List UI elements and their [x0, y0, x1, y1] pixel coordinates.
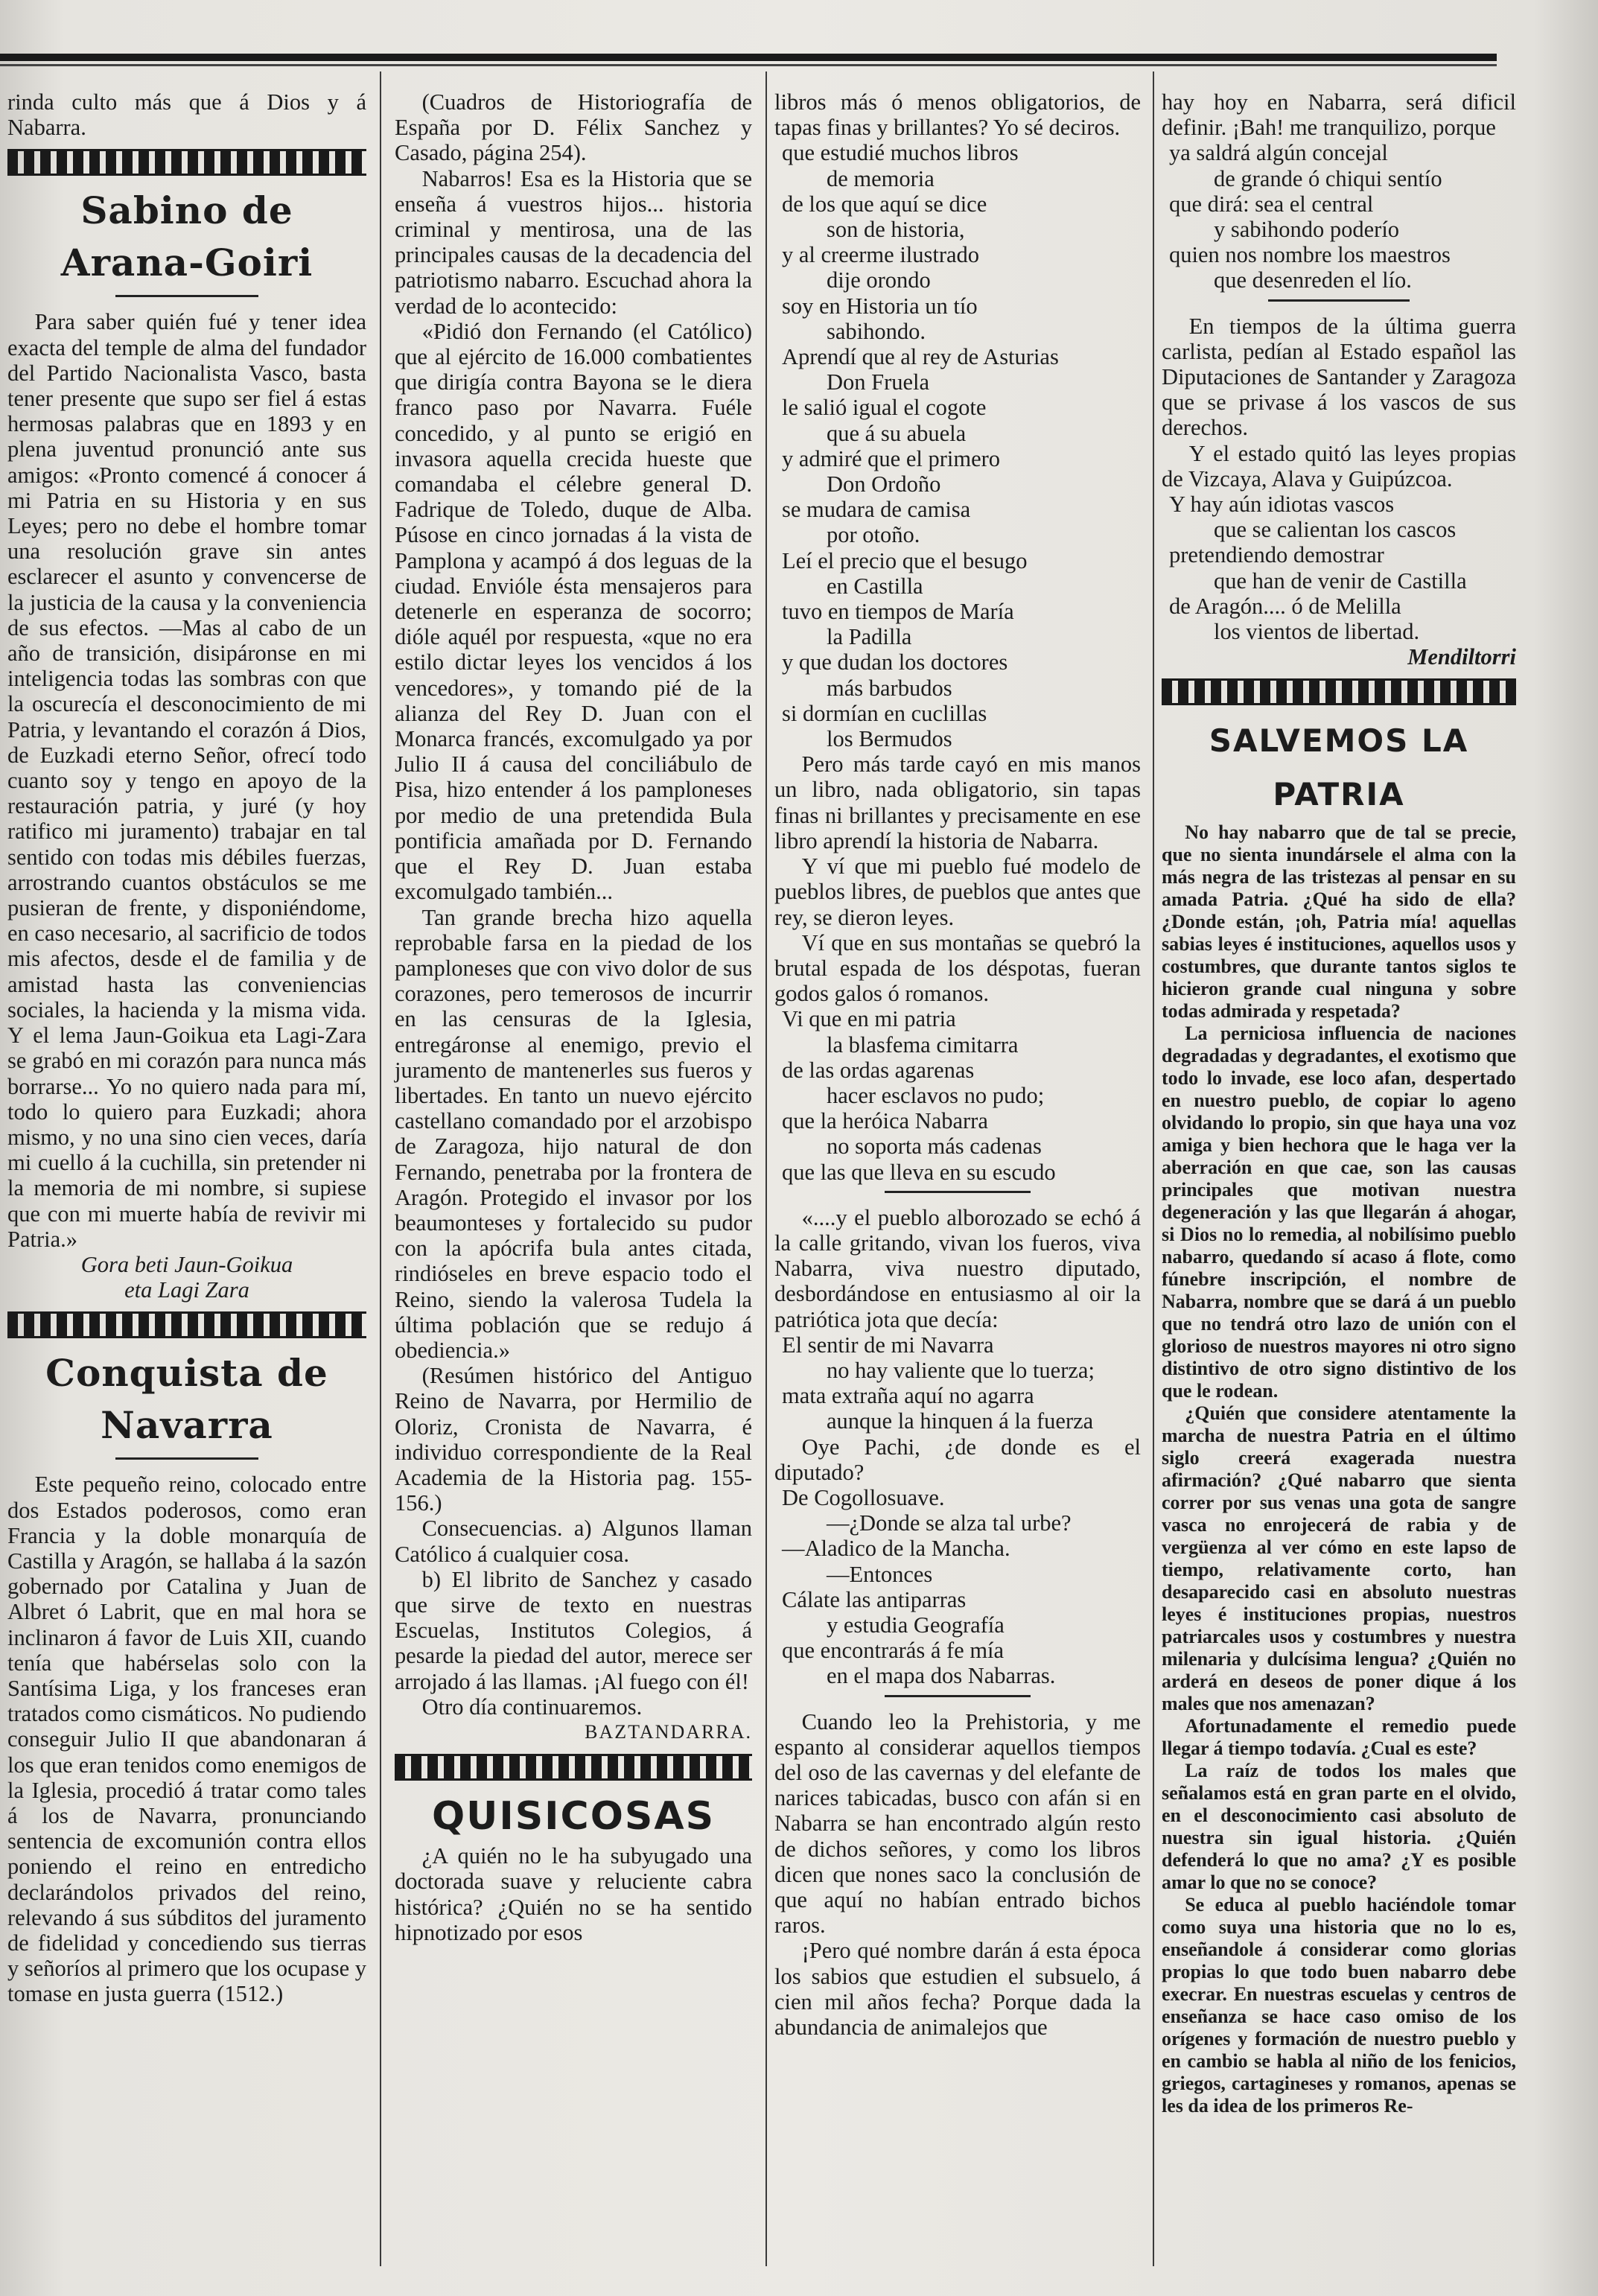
- paragraph: libros más ó menos obligatorios, de tapas finas y brillantes? Yo sé deciros.: [774, 89, 1141, 141]
- verse-line: de memoria: [827, 165, 935, 191]
- verse-line: quien nos nombre los maestros: [1169, 242, 1451, 268]
- column-2: [395, 89, 752, 1945]
- ornament-divider: [1162, 678, 1516, 705]
- paragraph: (Resúmen histórico del Antiguo Reino de Navarra, por Hermilio de Oloriz, Cronista de Navarra, é individuo correspondiente de la Real Academia de la Historia pag. 155-156.): [395, 1363, 752, 1516]
- small-divider: [115, 1457, 259, 1466]
- verse-line: —Aladico de la Mancha.: [782, 1536, 1010, 1562]
- paragraph: (Cuadros de Historiografía de España por D. Félix Sanchez y Casado, página 254).: [395, 89, 752, 166]
- verse-line: ya saldrá algún concejal: [1169, 140, 1388, 166]
- ornament-divider: [7, 1311, 366, 1338]
- column-rule: [1153, 71, 1154, 2266]
- verse-line: Aprendí que al rey de Asturias: [782, 344, 1059, 370]
- verse-line: que desenreden el lío.: [1214, 267, 1412, 293]
- heading-conquista: Conquista de Navarra: [45, 1351, 328, 1448]
- column-3: [774, 89, 1141, 2040]
- paragraph: Consecuencias. a) Algunos llaman Católico á cualquier cosa.: [395, 1516, 752, 1567]
- verse-line: —Entonces: [827, 1561, 933, 1587]
- paragraph: Y ví que mi pueblo fué modelo de pueblos libres, de pueblos que antes que rey, se dieron leyes.: [774, 853, 1141, 930]
- paragraph: ¿A quién no le ha subyugado una doctorada suave y reluciente cabra histórica? ¿Quién no se ha sentido hipnotizado por esos: [395, 1843, 752, 1945]
- article-salvemos: [1162, 821, 1516, 2117]
- paragraph: Cuando leo la Prehistoria, y me espanto al considerar aquellos tiempos del oso de las cavernas y del elefante de narices tabicadas, busco con afán si en Nabarra se han encontrado algún resto de dichos señores, y como los libros dicen que nones saco la conclusión de que aquí no habían entrado bichos raros.: [774, 1708, 1141, 1939]
- paragraph: Ví que en sus montañas se quebró la brutal espada de los déspotas, fueran godos galos ó romanos.: [774, 929, 1141, 1007]
- verse-line: que la heróica Nabarra: [782, 1108, 988, 1134]
- verse-line: en Castilla: [827, 573, 923, 599]
- verse-line: Don Fruela: [827, 369, 930, 395]
- verse-block: [774, 1485, 1141, 1689]
- column-4: [1162, 89, 1516, 2117]
- paragraph: b) El librito de Sanchez y casado que sirve de texto en nuestras Escuelas, Institutos Colegios, á pesarde la piedad del autor, merece ser arrojado á las llamas. ¡Al fuego con él!: [395, 1566, 752, 1694]
- verse-line: Vi que en mi patria: [782, 1006, 956, 1032]
- paragraph: Se educa al pueblo haciéndole tomar como suya una historia que no lo es, enseñandole á considerar como glorias propias lo que todo buen nabarro debe execrar. En nuestras escuelas y centros de enseñanza se hace caso omiso de los orígenes y formación de nuestro pueblo y en cambio se habla al niño de los fenicios, griegos, cartagineses y romanos, apenas se les da idea de los primeros Re-: [1162, 1894, 1516, 2117]
- small-divider: [115, 295, 259, 303]
- verse-line: sabihondo.: [827, 318, 926, 344]
- signature: Mendiltorri: [1407, 644, 1516, 670]
- verse-line: se mudara de camisa: [782, 497, 971, 523]
- verse-line: y sabihondo poderío: [1214, 217, 1400, 243]
- small-divider: [885, 1695, 1031, 1703]
- verse-line: la blasfema cimitarra: [827, 1031, 1019, 1058]
- verse-line: en el mapa dos Nabarras.: [827, 1663, 1056, 1689]
- verse-block: [774, 1006, 1141, 1184]
- verse-line: y al creerme ilustrado: [782, 242, 980, 268]
- paragraph: No hay nabarro que de tal se precie, que no sienta inundársele el alma con la más negra de las tristezas al pensar en su amada Patria. ¿Qué ha sido de ella? ¿Donde están, ¡oh, Patria mía! aquellas sabias leyes é instituciones, aquellos usos y costumbres, que durante tantos siglos te hicieron grande cual ninguna y sobre todas admirada y respetada?: [1162, 821, 1516, 1023]
- verse-line: de Aragón.... ó de Melilla: [1169, 593, 1401, 619]
- closing-line-2: eta Lagi Zara: [124, 1277, 249, 1303]
- verse-line: que encontrarás á fe mía: [782, 1638, 1005, 1664]
- verse-line: que las que lleva en su escudo: [782, 1159, 1056, 1185]
- verse-line: El sentir de mi Navarra: [782, 1332, 994, 1358]
- closing-line-1: Gora beti Jaun-Goikua: [80, 1251, 293, 1277]
- signature: BAZTANDARRA.: [585, 1721, 752, 1743]
- paragraph: ¡Pero qué nombre darán á esta época los sabios que estudien el subsuelo, á cien mil años fecha? Porque dada la abundancia de animalejos que: [774, 1938, 1141, 2041]
- paragraph: Nabarros! Esa es la Historia que se enseña á vuestros hijos... historia criminal y mentirosa, una de las principales causas de la decadencia del patriotismo nabarro. Escuchad ahora la verdad de lo acontecido:: [395, 165, 752, 319]
- heading-sabino: Sabino de Arana-Goiri: [60, 188, 313, 285]
- paragraph: Oye Pachi, ¿de donde es el diputado?: [774, 1434, 1141, 1485]
- paragraph: Tan grande brecha hizo aquella reprobable farsa en la piedad de los pamploneses que con vivo dolor de sus corazones, pero temerosos de incurrir en las censuras de la Iglesia, entregáronse al enemigo, previo el juramento de mantenerles sus fueros y libertades. En tanto un nuevo ejército castellano comandado por el arzobispo de Zaragoza, hijo natural de don Fernando, penetraba por la frontera de Aragón. Protegido el invasor por los beaumonteses y fortalecido su pudor con la apócrifa bula antes citada, rindióseles en breve espacio todo el Reino, siendo la valerosa Tudela la última población que se redujo á obediencia.»: [395, 904, 752, 1363]
- ornament-divider: [395, 1754, 752, 1781]
- verse-line: y que dudan los doctores: [782, 649, 1008, 675]
- verse-line: Leí el precio que el besugo: [782, 547, 1028, 573]
- paragraph: Y el estado quitó las leyes propias de Vizcaya, Alava y Guipúzcoa.: [1162, 440, 1516, 492]
- paragraph: hay hoy en Nabarra, será dificil definir. ¡Bah! me tranquilizo, porque: [1162, 89, 1516, 141]
- paragraph: Afortunadamente el remedio puede llegar á tiempo todavía. ¿Cual es este?: [1162, 1715, 1516, 1760]
- verse-line: los vientos de libertad.: [1214, 619, 1420, 645]
- verse-line: no hay valiente que lo tuerza;: [827, 1357, 1095, 1383]
- verse-line: no soporta más cadenas: [827, 1133, 1042, 1160]
- verse-line: y admiré que el primero: [782, 445, 1001, 471]
- verse-line: que han de venir de Castilla: [1214, 567, 1467, 594]
- paragraph: La raíz de todos los males que señalamos está en gran parte en el olvido, en el desconocimiento casi absoluto de nuestra sin igual historia. ¿Quién defenderá lo que no ama? ¿Y es posible amar lo que no se conoce?: [1162, 1760, 1516, 1894]
- small-divider: [885, 1191, 1031, 1199]
- verse-line: tuvo en tiempos de María: [782, 599, 1014, 625]
- paragraph: ¿Quién que considere atentamente la marcha de nuestra Patria en el último siglo creerá exagerada nuestra afirmación? ¿Qué nabarro que sienta correr por sus venas una gota de sangre vasca no enrojecerá de rabia y de vergüenza al ver cómo en este lapso de tiempo, relativamente corto, han desaparecido casi en absoluto nuestras leyes é instituciones propias, nuestros patriarcales usos y costumbres y nuestra milenaria y dulcísima lengua? ¿Quién no arderá en deseos de poner dique á los males que nos amenazan?: [1162, 1402, 1516, 1715]
- paragraph: «....y el pueblo alborozado se echó á la calle gritando, vivan los fueros, viva Nabarra, viva nuestro diputado, desbordándose en entusiasmo al oir la patriótica jota que decía:: [774, 1204, 1141, 1332]
- verse-line: Y hay aún idiotas vascos: [1169, 492, 1395, 518]
- small-divider: [1268, 299, 1410, 308]
- paragraph: Otro día continuaremos.: [421, 1694, 643, 1720]
- verse-line: de los que aquí se dice: [782, 191, 987, 217]
- verse-line: soy en Historia un tío: [782, 293, 978, 319]
- verse-line: por otoño.: [827, 522, 920, 548]
- verse-line: los Bermudos: [827, 726, 952, 752]
- verse-line: si dormían en cuclillas: [782, 700, 987, 726]
- verse-block: [774, 140, 1141, 751]
- heading-quisicosas: QUISICOSAS: [431, 1794, 716, 1839]
- verse-line: de grande ó chiqui sentío: [1214, 165, 1442, 191]
- verse-line: le salió igual el cogote: [782, 395, 987, 421]
- verse-block: [1162, 140, 1516, 293]
- paragraph: La perniciosa influencia de naciones degradadas y degradantes, el exotismo que todo lo invade, ese loco afan, despertado en nuestro pueblo, de copiar lo ageno olvidando lo propio, sin que haya una voz amiga y bien hechora que le haga ver la aberración en que cae, son las causas principales que motivan nuestra degeneración y las que llegarán á ahogar, si Dios no lo remedia, al nobilísimo pueblo nabarro, quedando sí acaso á flote, como fúnebre inscripción, el nombre de Nabarra, nombre que se dará á un pueblo que no tendrá otro lazo de unión con el glorioso de nuestros mayores ni otro signo distintivo de otro signo distintivo de los que le rodean.: [1162, 1023, 1516, 1402]
- verse-line: De Cogollosuave.: [782, 1484, 945, 1510]
- article-sabino: Para saber quién fué y tener idea exacta del temple de alma del fundador del Partido Nacionalista Vasco, basta tener presente que supo ser fiel á estas hermosas palabras que en 1893 y en plena juventud pronunció ante sus amigos: «Pronto comencé á conocer á mi Patria en su Historia y en sus Leyes; pero no debe el hombre tomar una resolución grave sin antes esclarecer el asunto y convencerse de la justicia de la causa y la conveniencia de sus efectos. —Mas al cabo de un año de transición, disipáronse en mi inteligencia todas las sombras con que la oscurecía el desconocimiento de mi Patria, y levantando el corazón á Dios, de Euzkadi eterno Señor, ofrecí todo cuanto soy y tengo en apoyo de la restauración patria, y juré (y hoy ratifico mi juramento) trabajar en tal sentido con todas mis débiles fuerzas, arrostrando cuantos obstáculos se me pusieran de frente, y disponiéndome, en caso necesario, al sacrificio de todos mis afectos, desde el de familia y de amistad hasta las conveniencias sociales, la hacienda y la misma vida. Y el lema Jaun-Goikua eta Lagi-Zara se grabó en mi corazón para nunca más borrarse... Yo no quiero nada para mí, todo lo quiero para Euzkadi; ahora mismo, y no una sino cien veces, daría mi cuello á la cuchilla, sin pretender ni la memoria de mi nombre, si supiese que con mi muerte había de revivir mi Patria.»: [7, 309, 366, 1252]
- paragraph: «Pidió don Fernando (el Católico) que al ejército de 16.000 combatientes que dirigía contra Bayona se le diera franco paso por Navarra. Fuéle concedido, y al punto se erigió en invasora aquella crecida hueste que comandaba el célebre general D. Fadrique de Toledo, duque de Alba. Púsose en cinco jornadas á la vista de Pamplona y acampó á dos leguas de la ciudad. Envióle ésta mensajeros para detenerle en esperanza de socorro; dióle aquél por respuesta, «que no era estilo dictar leyes los vencidos á los vencedores», y tomando pié de la alianza del Rey D. Juan con el Monarca francés, excomulgado ya por Julio II á causa del conciliábulo de Pisa, hizo entender á los pamploneses por medio de una pretendida Bula pontificia amañada por D. Fernando que el Rey D. Juan estaba excomulgado también...: [395, 318, 752, 905]
- heading-salvemos: SALVEMOS LA PATRIA: [1209, 722, 1469, 813]
- verse-line: la Padilla: [827, 624, 912, 650]
- verse-line: Cálate las antiparras: [782, 1586, 967, 1612]
- verse-line: hacer esclavos no pudo;: [827, 1082, 1045, 1108]
- verse-line: pretendiendo demostrar: [1169, 542, 1384, 568]
- ornament-divider: [7, 149, 366, 176]
- verse-line: son de historia,: [827, 217, 965, 243]
- verse-line: dije orondo: [827, 267, 931, 293]
- verse-line: y estudia Geografía: [827, 1612, 1005, 1638]
- paragraph: Pero más tarde cayó en mis manos un libro, nada obligatorio, sin tapas finas ni brillantes y precisamente en ese libro aprendí la historia de Nabarra.: [774, 751, 1141, 853]
- paragraph: En tiempos de la última guerra carlista, pedían al Estado español las Diputaciones de Santander y Zaragoza que se privase á los vascos de sus derechos.: [1162, 313, 1516, 441]
- verse-line: que se calientan los cascos: [1214, 517, 1457, 543]
- verse-line: que estudié muchos libros: [782, 140, 1019, 166]
- verse-line: que dirá: sea el central: [1169, 191, 1374, 217]
- verse-line: —¿Donde se alza tal urbe?: [827, 1510, 1072, 1536]
- fragment-text: rinda culto más que á Dios y á Nabarra.: [7, 89, 366, 141]
- verse-block: [1162, 492, 1516, 644]
- verse-line: que á su abuela: [827, 420, 967, 446]
- verse-line: de las ordas agarenas: [782, 1057, 975, 1083]
- column-rule: [380, 71, 381, 2266]
- verse-block: [774, 1332, 1141, 1434]
- verse-line: Don Ordoño: [827, 471, 941, 497]
- verse-line: más barbudos: [827, 675, 952, 701]
- column-1: [7, 89, 366, 2007]
- verse-line: aunque la hinquen á la fuerza: [827, 1408, 1094, 1434]
- article-conquista: Este pequeño reino, colocado entre dos Estados poderosos, como eran Francia y la doble monarquía de Castilla y Aragón, se hallaba á la sazón gobernado por Catalina y Juan de Albret ó Labrit, que en mal hora se inclinaron á favor de Luis XII, cuando tenía que habérselas solo con la Santísima Liga, y los franceses eran tratados como cismáticos. No pudiendo conseguir Julio II que abandonaran á los que eran tenidos como enemigos de la Iglesia, procedió á tratar como tales á los de Navarra, pronunciando sentencia de excomunión contra ellos poniendo el reino en entredicho declarándolos privados del reino, relevando á sus súbditos del juramento de fidelidad y concediendo sus tierras y señoríos al primero que los ocupase y tomase en justa guerra (1512.): [7, 1472, 366, 2007]
- verse-line: mata extraña aquí no agarra: [782, 1383, 1034, 1409]
- top-rule: [0, 54, 1497, 61]
- column-rule: [765, 71, 767, 2266]
- top-rule-thin: [0, 64, 1497, 66]
